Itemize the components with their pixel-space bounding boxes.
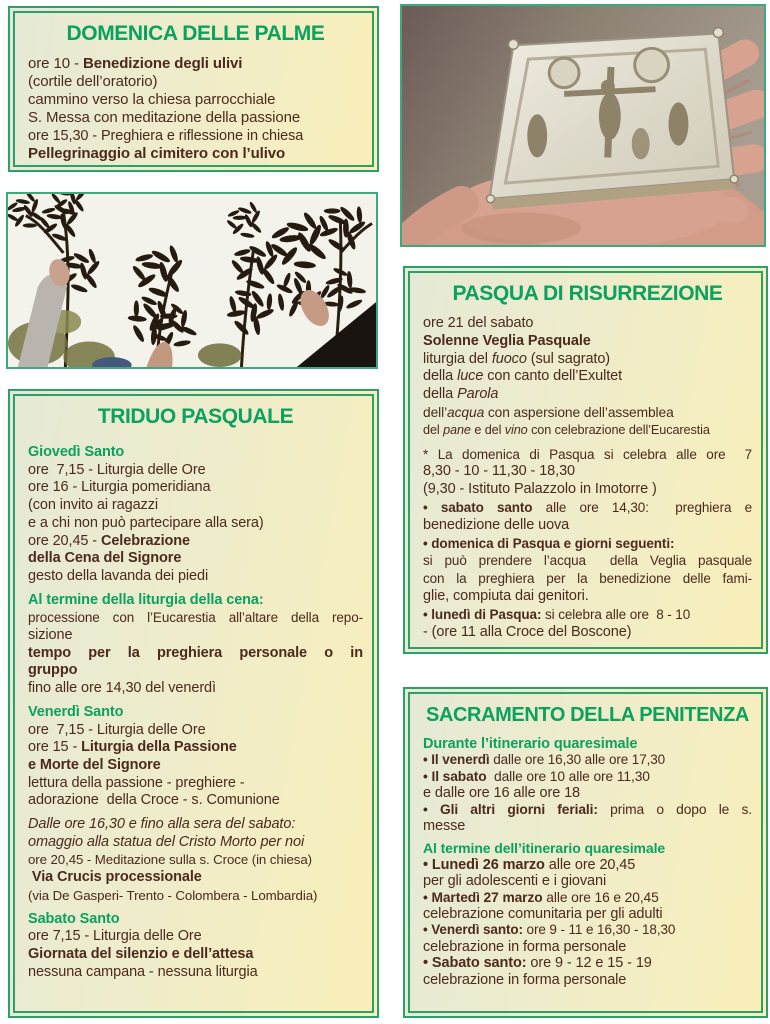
text-run: (sul sagrato) — [526, 350, 611, 367]
text-line — [423, 906, 752, 922]
text-line — [423, 463, 752, 481]
text-run: alle ore 20,45 — [544, 856, 636, 873]
text-line — [423, 535, 752, 553]
text-run: Dalle ore 16,30 e fino alla sera del sabato: — [28, 816, 296, 833]
text-line — [423, 499, 752, 517]
text-run: • Sabato santo: — [423, 955, 527, 972]
text-run: fino alle ore 14,30 del venerdì — [28, 680, 216, 697]
text-run: Al termine dell’itinerario quaresimale — [423, 840, 666, 857]
text-run: ore 10 - — [28, 55, 83, 72]
text-line — [28, 704, 363, 722]
text-line — [28, 609, 363, 627]
text-run: S. Messa con meditazione della passione — [28, 109, 301, 126]
text-line — [28, 757, 363, 775]
text-line — [28, 775, 363, 793]
text-run: ore 7,15 - Liturgia delle Ore — [28, 928, 202, 945]
text-line — [423, 939, 752, 955]
text-line — [423, 752, 752, 768]
text-line — [28, 462, 363, 480]
text-line — [28, 592, 363, 610]
text-line — [423, 588, 752, 606]
text-run: dalle ore 10 alle ore 11,30 — [486, 768, 650, 784]
text-run: si celebra alle ore 8 - 10 — [541, 606, 691, 622]
text-run: lettura della passione - preghiere - — [28, 774, 245, 791]
text-run: • lunedì di Pasqua: — [423, 606, 542, 622]
text-line — [423, 785, 752, 801]
text-run: liturgia del — [423, 350, 492, 367]
olive-photo-graphic — [8, 194, 376, 367]
text-run: • Il sabato — [423, 768, 487, 784]
text-run: Via Crucis processionale — [28, 869, 202, 886]
text-run: Benedizione degli ulivi — [82, 55, 243, 72]
easter-sunday-box-inner — [408, 271, 763, 649]
text-line — [28, 479, 363, 497]
text-line — [28, 834, 363, 852]
text-line — [28, 109, 363, 127]
text-run: Solenne Veglia Pasquale — [423, 332, 591, 349]
text-line — [423, 922, 752, 938]
text-line — [28, 722, 363, 740]
text-line — [28, 533, 363, 551]
text-run: Liturgia della Passione — [81, 739, 237, 756]
text-run: ore 21 del sabato — [423, 315, 534, 331]
text-line — [423, 351, 752, 369]
text-run: celebrazione in forma personale — [423, 971, 627, 988]
text-run: celebrazione in forma personale — [423, 938, 627, 955]
easter-triduum-body — [28, 438, 363, 981]
text-run: della — [423, 386, 458, 403]
text-run: con aspersione dell’assemblea — [484, 404, 674, 420]
text-line — [423, 315, 752, 333]
text-line — [28, 662, 363, 680]
text-line — [28, 680, 363, 698]
plaque-photo-graphic — [402, 6, 764, 245]
text-run: pane — [443, 422, 471, 437]
text-run: Giovedì Santo — [28, 444, 125, 460]
text-run: (con invito ai ragazzi — [28, 497, 158, 514]
text-line — [28, 550, 363, 568]
text-line — [28, 964, 363, 982]
text-line — [423, 769, 752, 785]
text-run: con celebrazione dell’Eucarestia — [527, 422, 710, 437]
text-line — [423, 386, 752, 404]
text-run: e del — [470, 422, 505, 437]
text-run: ore 7,15 - Liturgia delle Ore — [28, 461, 206, 478]
text-run: • sabato santo — [423, 499, 533, 515]
text-run: ore 15 - — [28, 739, 82, 756]
text-line — [423, 481, 752, 499]
text-run: • Martedì 27 marzo — [423, 889, 543, 905]
text-line — [423, 955, 752, 971]
text-run: celebrazione comunitaria per gli adulti — [423, 906, 663, 923]
penance-sacrament-box — [403, 687, 768, 1018]
text-line — [423, 517, 752, 535]
text-line — [28, 792, 363, 810]
text-line — [423, 333, 752, 351]
palm-sunday-body — [28, 55, 363, 163]
text-line — [423, 624, 752, 642]
text-run: Durante l’itinerario quaresimale — [423, 736, 638, 752]
text-line — [423, 446, 752, 464]
text-run: • Gli altri giorni feriali: — [423, 801, 598, 817]
text-line — [28, 145, 363, 163]
text-line — [28, 851, 363, 869]
text-run: della Cena del Signore — [28, 550, 182, 567]
text-line — [423, 552, 752, 570]
text-run: * La domenica di Pasqua si celebra alle ore 7 — [423, 446, 752, 462]
text-line — [423, 404, 752, 422]
text-run: adorazione della Croce - s. Comunione — [28, 792, 280, 809]
text-run: acqua — [447, 404, 485, 420]
text-run: vino — [504, 422, 528, 437]
text-run: • Lunedì 26 marzo — [423, 856, 545, 873]
text-run: • Venerdì santo: — [423, 922, 523, 938]
text-line — [423, 857, 752, 873]
text-line — [28, 887, 363, 905]
text-line — [423, 802, 752, 818]
text-run: Venerdì Santo — [28, 703, 124, 720]
easter-triduum-box-inner — [13, 394, 374, 1013]
text-run: • Il venerdì — [423, 752, 490, 768]
text-line — [28, 627, 363, 645]
crucifix-plaque-photo — [400, 4, 766, 247]
text-line — [423, 972, 752, 988]
text-line — [423, 818, 752, 834]
text-run: ore 15,30 - Preghiera e riflessione in chiesa — [28, 128, 304, 144]
olive-branches-photo — [6, 192, 378, 369]
easter-sunday-body — [423, 315, 752, 641]
text-run: messe — [423, 818, 466, 835]
text-run: e Morte del Signore — [28, 756, 161, 773]
text-line — [423, 606, 752, 624]
text-run: alle ore 14,30: preghiera e — [532, 499, 752, 515]
text-run: Parola — [457, 386, 499, 403]
text-line — [28, 568, 363, 586]
text-run: ore 9 - 11 e 16,30 - 18,30 — [522, 922, 676, 938]
text-run: prima o dopo le s. — [597, 801, 752, 817]
text-run: per gli adolescenti e i giovani — [423, 873, 607, 890]
text-line — [28, 928, 363, 946]
text-run: - (ore 11 alla Croce del Boscone) — [423, 623, 632, 640]
text-run: (via De Gasperi- Trento - Colombera - Lombardia) — [28, 887, 318, 903]
text-run: Al termine della liturgia della cena: — [28, 591, 264, 608]
text-line — [28, 739, 363, 757]
text-run: ore 20,45 - Meditazione sulla s. Croce (in chiesa) — [28, 852, 312, 868]
text-line — [423, 840, 752, 856]
text-run: omaggio alla statua del Cristo Morto per noi — [28, 833, 305, 850]
easter-sunday-box — [403, 266, 768, 654]
text-line — [423, 570, 752, 588]
text-line — [28, 869, 363, 887]
text-run: (cortile dell’oratorio) — [28, 73, 158, 90]
text-run: (9,30 - Istituto Palazzolo in Imotorre ) — [423, 481, 657, 498]
penance-sacrament-body — [423, 736, 752, 988]
text-run: fuoco — [491, 350, 527, 367]
text-run: dalle ore 16,30 alle ore 17,30 — [489, 752, 666, 768]
text-run: con canto dell’Exultet — [483, 368, 623, 385]
text-run: e dalle ore 16 alle ore 18 — [423, 785, 581, 802]
text-run: Celebrazione — [100, 532, 191, 549]
text-line — [28, 497, 363, 515]
text-line — [28, 73, 363, 91]
text-run: ore 16 - Liturgia pomeridiana — [28, 479, 211, 496]
text-run: si può prendere l’acqua della Veglia pasquale — [423, 553, 752, 569]
text-run: ore 20,45 - — [28, 532, 101, 549]
text-line — [28, 91, 363, 109]
text-run: tempo per la preghiera personale o in — [28, 644, 363, 661]
text-run: ore 7,15 - Liturgia delle Ore — [28, 721, 206, 738]
text-run: • domenica di Pasqua e giorni seguenti: — [423, 535, 675, 551]
text-run: della — [423, 368, 458, 385]
text-line — [28, 515, 363, 533]
text-run: con la preghiera per la benedizione delle fami- — [423, 571, 752, 587]
silver-plaque-graphic — [487, 28, 739, 210]
penance-sacrament-title: SACRAMENTO DELLA PENITENZA — [426, 704, 749, 726]
text-run: Giornata del silenzio e dell’attesa — [28, 945, 254, 962]
penance-sacrament-box-inner — [408, 692, 763, 1013]
text-run: benedizione delle uova — [423, 516, 570, 533]
palm-sunday-box-inner — [13, 11, 374, 167]
text-run: Pellegrinaggio al cimitero con l’ulivo — [28, 145, 286, 162]
text-line — [28, 816, 363, 834]
text-run: luce — [457, 368, 484, 385]
text-run: gruppo — [28, 662, 78, 679]
text-line — [423, 368, 752, 386]
text-line — [423, 890, 752, 906]
easter-triduum-title: TRIDUO PASQUALE — [97, 405, 294, 428]
text-line — [423, 736, 752, 752]
text-run: Sabato Santo — [28, 910, 120, 927]
text-line — [28, 946, 363, 964]
text-run: 8,30 - 10 - 11,30 - 18,30 — [423, 463, 576, 480]
text-line — [28, 911, 363, 929]
palm-sunday-box — [8, 6, 379, 172]
text-line — [423, 422, 752, 440]
text-run: sizione — [28, 627, 73, 644]
text-run: del — [423, 422, 444, 437]
text-run: ore 9 - 12 e 15 - 19 — [526, 955, 652, 972]
easter-sunday-title: PASQUA DI RISURREZIONE — [452, 282, 723, 305]
text-line — [28, 55, 363, 73]
text-run: alle ore 16 e 20,45 — [542, 889, 659, 905]
text-run: cammino verso la chiesa parrocchiale — [28, 91, 276, 108]
text-run: glie, compiuta dai genitori. — [423, 587, 589, 604]
text-line — [423, 873, 752, 889]
text-line — [28, 645, 363, 663]
text-run: processione con l’Eucarestia all’altare della repo- — [28, 610, 363, 626]
easter-triduum-box — [8, 389, 379, 1018]
text-run: e a chi non può partecipare alla sera) — [28, 514, 264, 531]
text-run: nessuna campana - nessuna liturgia — [28, 963, 258, 980]
palm-sunday-title: DOMENICA DELLE PALME — [66, 22, 325, 45]
text-line — [28, 127, 363, 145]
text-line — [28, 444, 363, 462]
text-run: gesto della lavanda dei piedi — [28, 567, 209, 584]
text-run: dell’ — [423, 404, 448, 420]
